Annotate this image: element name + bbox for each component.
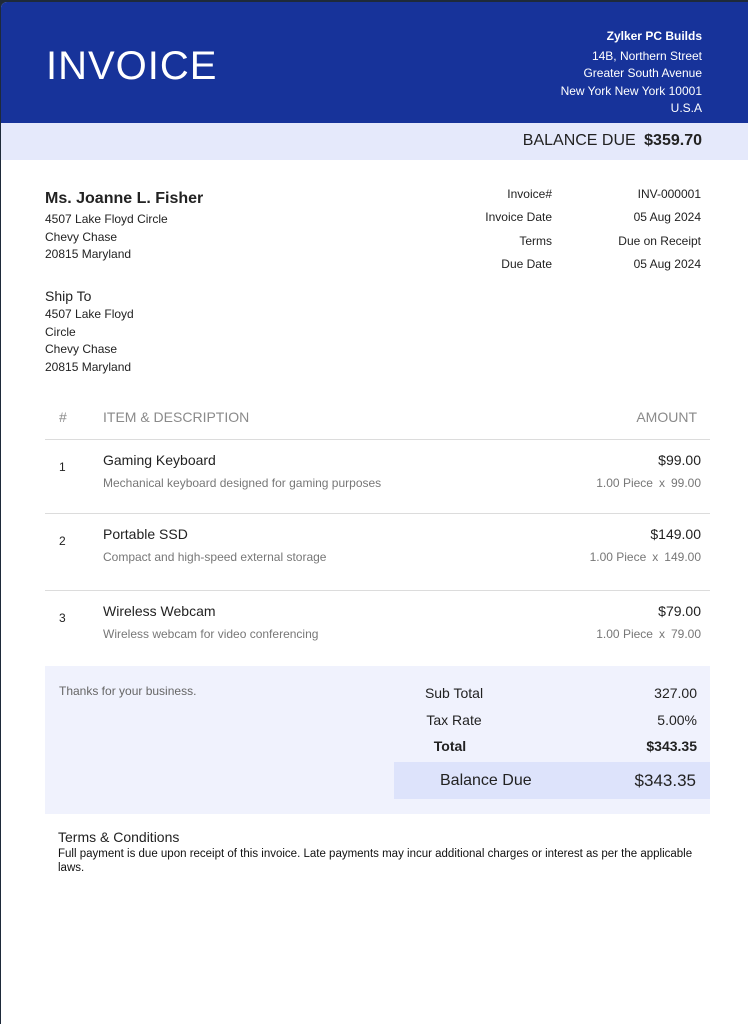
invoice-title: INVOICE xyxy=(46,44,218,88)
item-amount: $99.00 xyxy=(658,452,701,468)
ship-to-line: 4507 Lake Floyd xyxy=(45,307,134,321)
company-address-line: New York New York 10001 xyxy=(560,83,702,98)
ship-to-line: Circle xyxy=(45,324,76,339)
item-quantity: 1.00 Piece x 99.00 xyxy=(596,476,701,490)
sub-total-value: 327.00 xyxy=(654,685,697,701)
table-row xyxy=(45,440,710,514)
header-number: # xyxy=(59,409,67,425)
ship-to-label: Ship To xyxy=(45,288,92,304)
item-description: Compact and high-speed external storage xyxy=(103,550,327,564)
ship-to-line: Chevy Chase xyxy=(45,342,118,356)
row-number: 2 xyxy=(59,534,66,548)
row-number: 1 xyxy=(59,460,66,474)
thanks-note: Thanks for your business. xyxy=(59,684,197,698)
meta-value: 05 Aug 2024 xyxy=(633,210,701,225)
table-row xyxy=(45,514,710,591)
meta-row-invoice-number xyxy=(441,187,703,210)
totals-section xyxy=(45,666,710,814)
item-quantity: 1.00 Piece x 149.00 xyxy=(589,550,701,564)
terms-title: Terms & Conditions xyxy=(58,829,180,845)
meta-row-due-date xyxy=(441,257,703,280)
balance-due-box-value: $343.35 xyxy=(634,771,696,790)
item-description: Mechanical keyboard designed for gaming purposes xyxy=(103,476,382,490)
item-amount: $149.00 xyxy=(650,526,701,542)
header-amount: AMOUNT xyxy=(636,409,697,425)
bill-to-line: 4507 Lake Floyd Circle xyxy=(45,212,168,226)
total-value: $343.35 xyxy=(646,738,697,754)
items-table xyxy=(45,398,710,665)
bill-to-block xyxy=(45,189,203,264)
company-block xyxy=(561,28,702,118)
items-table-header xyxy=(45,398,710,440)
balance-due-amount: $359.70 xyxy=(644,132,702,149)
ship-to-line: 20815 Maryland xyxy=(45,359,132,374)
bill-to-line: 20815 Maryland xyxy=(45,247,132,261)
header-item-description: ITEM & DESCRIPTION xyxy=(103,409,250,425)
item-quantity: 1.00 Piece x 79.00 xyxy=(596,627,701,641)
invoice-page xyxy=(1,2,748,1024)
table-row xyxy=(45,591,710,665)
company-address-line: Greater South Avenue xyxy=(583,66,702,80)
invoice-meta xyxy=(441,187,703,280)
invoice-header xyxy=(1,2,748,123)
ship-to-block xyxy=(45,287,134,376)
tax-rate-value: 5.00% xyxy=(657,712,697,728)
balance-due-box-label: Balance Due xyxy=(440,772,532,789)
meta-label: Terms xyxy=(519,233,552,248)
row-number: 3 xyxy=(59,611,66,625)
balance-due-box xyxy=(394,762,710,799)
meta-value: Due on Receipt xyxy=(618,233,701,248)
meta-value: 05 Aug 2024 xyxy=(633,256,701,271)
meta-value: INV-000001 xyxy=(637,187,701,201)
company-address-line: U.S.A xyxy=(670,101,702,115)
item-amount: $79.00 xyxy=(658,603,701,619)
terms-text: Full payment is due upon receipt of this invoice. Late payments may incur additional charges or interest as per the applicable laws. xyxy=(58,848,693,874)
balance-due-label: BALANCE DUE xyxy=(522,132,636,149)
terms-section xyxy=(58,829,698,875)
item-name: Gaming Keyboard xyxy=(103,452,216,468)
sub-total-label: Sub Total xyxy=(424,685,484,701)
item-name: Wireless Webcam xyxy=(103,603,216,619)
meta-row-invoice-date xyxy=(441,210,703,233)
meta-row-terms xyxy=(441,234,703,257)
customer-name: Ms. Joanne L. Fisher xyxy=(45,190,204,207)
meta-label: Invoice Date xyxy=(485,210,552,225)
meta-label: Due Date xyxy=(501,256,552,271)
item-description: Wireless webcam for video conferencing xyxy=(103,627,319,641)
company-name: Zylker PC Builds xyxy=(606,29,702,43)
balance-due-bar xyxy=(1,123,748,160)
item-name: Portable SSD xyxy=(103,526,188,542)
company-address-line: 14B, Northern Street xyxy=(591,48,702,63)
tax-rate-label: Tax Rate xyxy=(426,712,482,728)
meta-label: Invoice# xyxy=(507,187,552,201)
total-label: Total xyxy=(433,738,467,754)
bill-to-line: Chevy Chase xyxy=(45,229,118,244)
